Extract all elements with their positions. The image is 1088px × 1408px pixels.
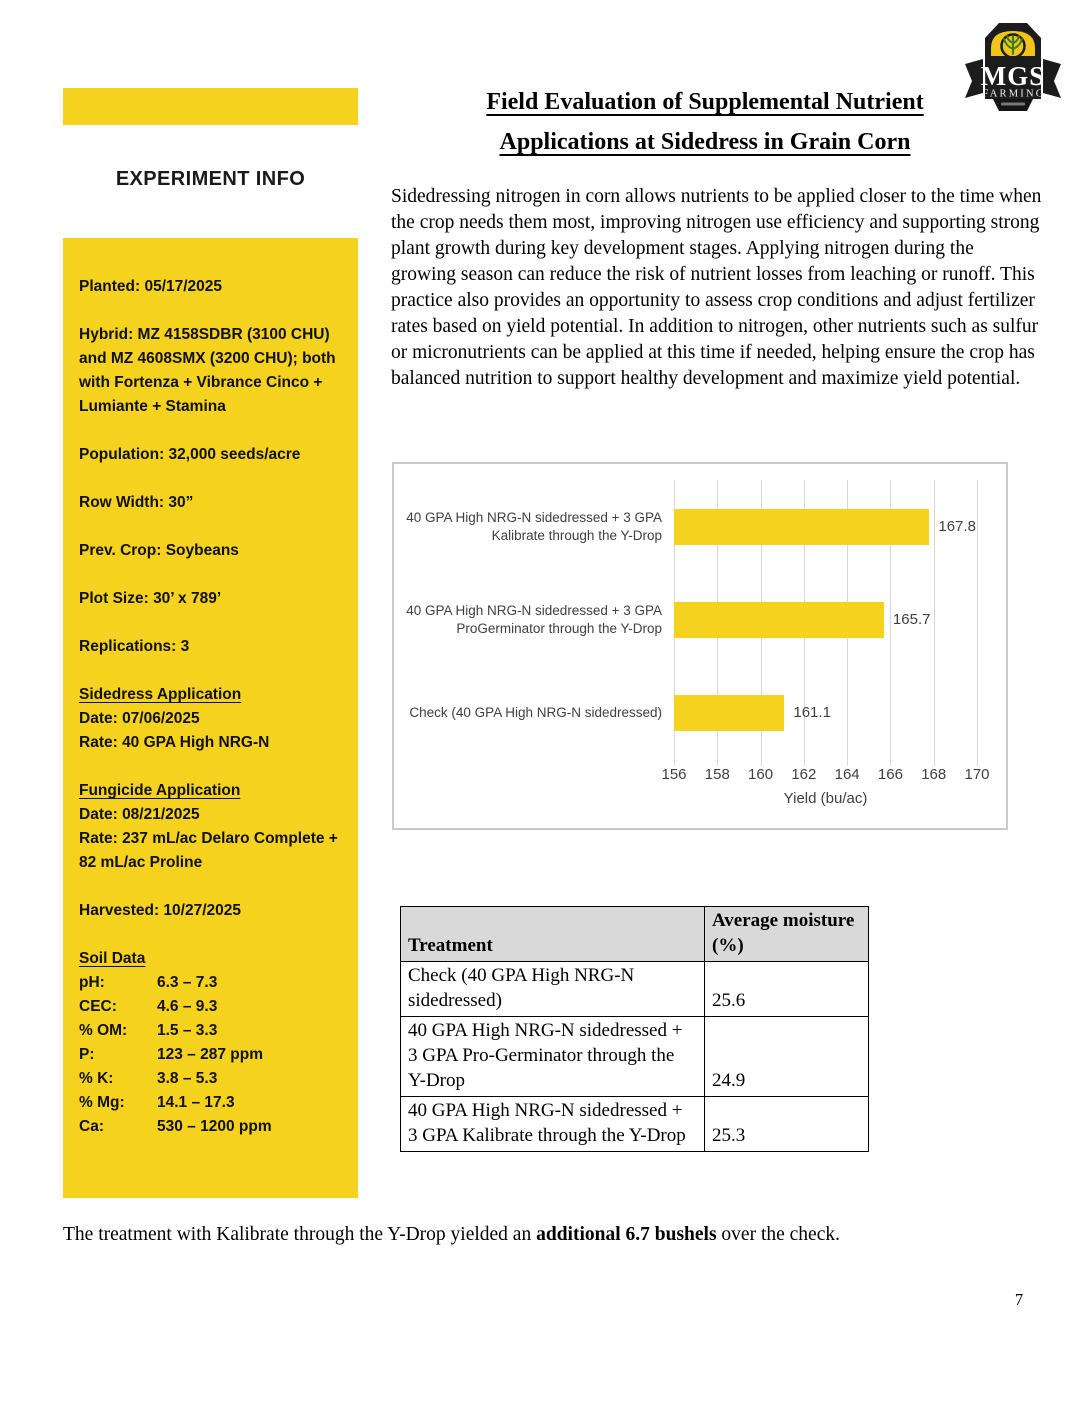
sidebar-line: Plot Size: 30’ x 789’: [79, 590, 222, 607]
sidebar-line: Rate: 40 GPA High NRG-N: [79, 734, 270, 751]
chart-bar-value-label: 167.8: [938, 517, 976, 535]
yield-bar-chart: [392, 462, 1008, 830]
soil-label: % Mg:: [79, 1094, 125, 1111]
table-header-treatment: Treatment: [401, 907, 705, 962]
summary-suffix: over the check.: [716, 1224, 840, 1245]
soil-value: 1.5 – 3.3: [157, 1022, 218, 1039]
chart-bar-value-label: 161.1: [793, 704, 831, 722]
moisture-cell: 25.3: [705, 1097, 869, 1152]
summary-prefix: The treatment with Kalibrate through the Y-Drop yielded an: [63, 1224, 537, 1245]
summary-sentence: [63, 1222, 1058, 1248]
chart-category-label: 40 GPA High NRG-N sidedressed + 3 GPA ProGerminator through the Y-Drop: [406, 602, 662, 636]
sidebar-block: [79, 899, 344, 923]
sidebar-line: Planted: 05/17/2025: [79, 278, 223, 295]
soil-data-row: [79, 1043, 344, 1067]
chart-bar: [674, 509, 929, 545]
sidebar-heading: Soil Data: [79, 950, 146, 967]
soil-data-row: [79, 971, 344, 995]
moisture-table: [400, 906, 869, 1152]
sidebar-line: Harvested: 10/27/2025: [79, 902, 242, 919]
moisture-cell: 24.9: [705, 1017, 869, 1097]
logo-ribbon-right: [1043, 59, 1061, 98]
sidebar-block: [79, 947, 344, 1139]
soil-value: 4.6 – 9.3: [157, 998, 218, 1015]
table-row: [401, 1097, 869, 1152]
chart-gridline: [977, 480, 978, 766]
soil-label: Ca:: [79, 1118, 104, 1135]
chart-x-axis-label: Yield (bu/ac): [783, 790, 868, 807]
treatment-cell: 40 GPA High NRG-N sidedressed + 3 GPA Pro-Germinator through the Y-Drop: [401, 1017, 705, 1097]
sidebar-line: Population: 32,000 seeds/acre: [79, 446, 301, 463]
soil-data-row: [79, 995, 344, 1019]
sidebar-block: [79, 779, 344, 875]
page-title: [395, 82, 1015, 162]
sidebar-heading: Sidedress Application: [79, 686, 242, 703]
sidebar-line: Replications: 3: [79, 638, 190, 655]
sidebar-line: Date: 07/06/2025: [79, 710, 200, 727]
chart-bar: [674, 602, 884, 638]
experiment-info-sidebar: [63, 238, 358, 1198]
logo-name-text: MGS: [980, 61, 1046, 91]
treatment-cell: Check (40 GPA High NRG-N sidedressed): [401, 962, 705, 1017]
moisture-cell: 25.6: [705, 962, 869, 1017]
sidebar-line: Hybrid: MZ 4158SDBR (3100 CHU) and MZ 4608SMX (3200 CHU); both with Fortenza + Vibrance Cinco + Lumiante + Stamina: [79, 326, 336, 415]
sidebar-block: [79, 587, 344, 611]
soil-label: P:: [79, 1046, 95, 1063]
summary-bold: additional 6.7 bushels: [536, 1224, 717, 1245]
soil-value: 123 – 287 ppm: [157, 1046, 263, 1063]
chart-x-tick-label: 164: [834, 766, 860, 783]
sidebar-line: Row Width: 30”: [79, 494, 194, 511]
table-header-row: [401, 907, 869, 962]
soil-data-row: [79, 1115, 344, 1139]
sidebar-block: [79, 443, 344, 467]
sidebar-block: [79, 635, 344, 659]
chart-x-tick-label: 162: [791, 766, 817, 783]
chart-x-tick-label: 160: [748, 766, 774, 783]
table-row: [401, 1017, 869, 1097]
table-header-moisture: Average moisture (%): [705, 907, 869, 962]
chart-x-tick-label: 156: [661, 766, 687, 783]
soil-value: 3.8 – 5.3: [157, 1070, 218, 1087]
sidebar-block: [79, 323, 344, 419]
treatment-cell: 40 GPA High NRG-N sidedressed + 3 GPA Kalibrate through the Y-Drop: [401, 1097, 705, 1152]
sidebar-line: Rate: 237 mL/ac Delaro Complete + 82 mL/ac Proline: [79, 830, 338, 871]
chart-x-tick-label: 170: [964, 766, 990, 783]
chart-x-tick-label: 168: [921, 766, 947, 783]
sidebar-heading: Fungicide Application: [79, 782, 241, 799]
table-row: [401, 962, 869, 1017]
sidebar-block: [79, 539, 344, 563]
logo-sub-text: FARMING: [982, 88, 1046, 100]
title-line-2: Applications at Sidedress in Grain Corn: [499, 129, 911, 155]
sidebar-block: [79, 275, 344, 299]
soil-data-row: [79, 1019, 344, 1043]
soil-label: % K:: [79, 1070, 114, 1087]
chart-gridline: [934, 480, 935, 766]
page-number: 7: [1014, 1290, 1024, 1309]
accent-bar: [63, 88, 358, 125]
soil-value: 530 – 1200 ppm: [157, 1118, 272, 1135]
sidebar-line: Prev. Crop: Soybeans: [79, 542, 239, 559]
soil-data-row: [79, 1091, 344, 1115]
sidebar-block: [79, 491, 344, 515]
chart-bar: [674, 695, 784, 731]
title-line-1: Field Evaluation of Supplemental Nutrient: [486, 89, 924, 115]
chart-x-tick-label: 166: [877, 766, 903, 783]
soil-label: % OM:: [79, 1022, 128, 1039]
intro-paragraph: Sidedressing nitrogen in corn allows nutrients to be applied closer to the time when the crop needs them most, improving nitrogen use efficiency and supporting strong plant growth during key development stages. Applying nitrogen during the growing season can reduce the risk of nutrient losses from leaching or runoff. This practice also provides an opportunity to assess crop conditions and adjust fertilizer rates based on yield potential. In addition to nitrogen, other nutrients such as sulfur or micronutrients can be applied at this time if needed, helping ensure the crop has balanced nutrition to support healthy development and maximize yield potential.: [391, 186, 1042, 389]
sidebar-block: [79, 683, 344, 755]
soil-data-row: [79, 1067, 344, 1091]
chart-category-label: Check (40 GPA High NRG-N sidedressed): [409, 705, 662, 721]
soil-value: 6.3 – 7.3: [157, 974, 218, 991]
soil-label: CEC:: [79, 998, 117, 1015]
chart-x-tick-label: 158: [704, 766, 730, 783]
experiment-info-heading: EXPERIMENT INFO: [115, 168, 306, 190]
soil-label: pH:: [79, 974, 105, 991]
chart-bar-value-label: 165.7: [892, 611, 931, 628]
soil-value: 14.1 – 17.3: [157, 1094, 235, 1111]
sidebar-line: Date: 08/21/2025: [79, 806, 200, 823]
chart-category-label: 40 GPA High NRG-N sidedressed + 3 GPA Kalibrate through the Y-Drop: [406, 509, 662, 543]
